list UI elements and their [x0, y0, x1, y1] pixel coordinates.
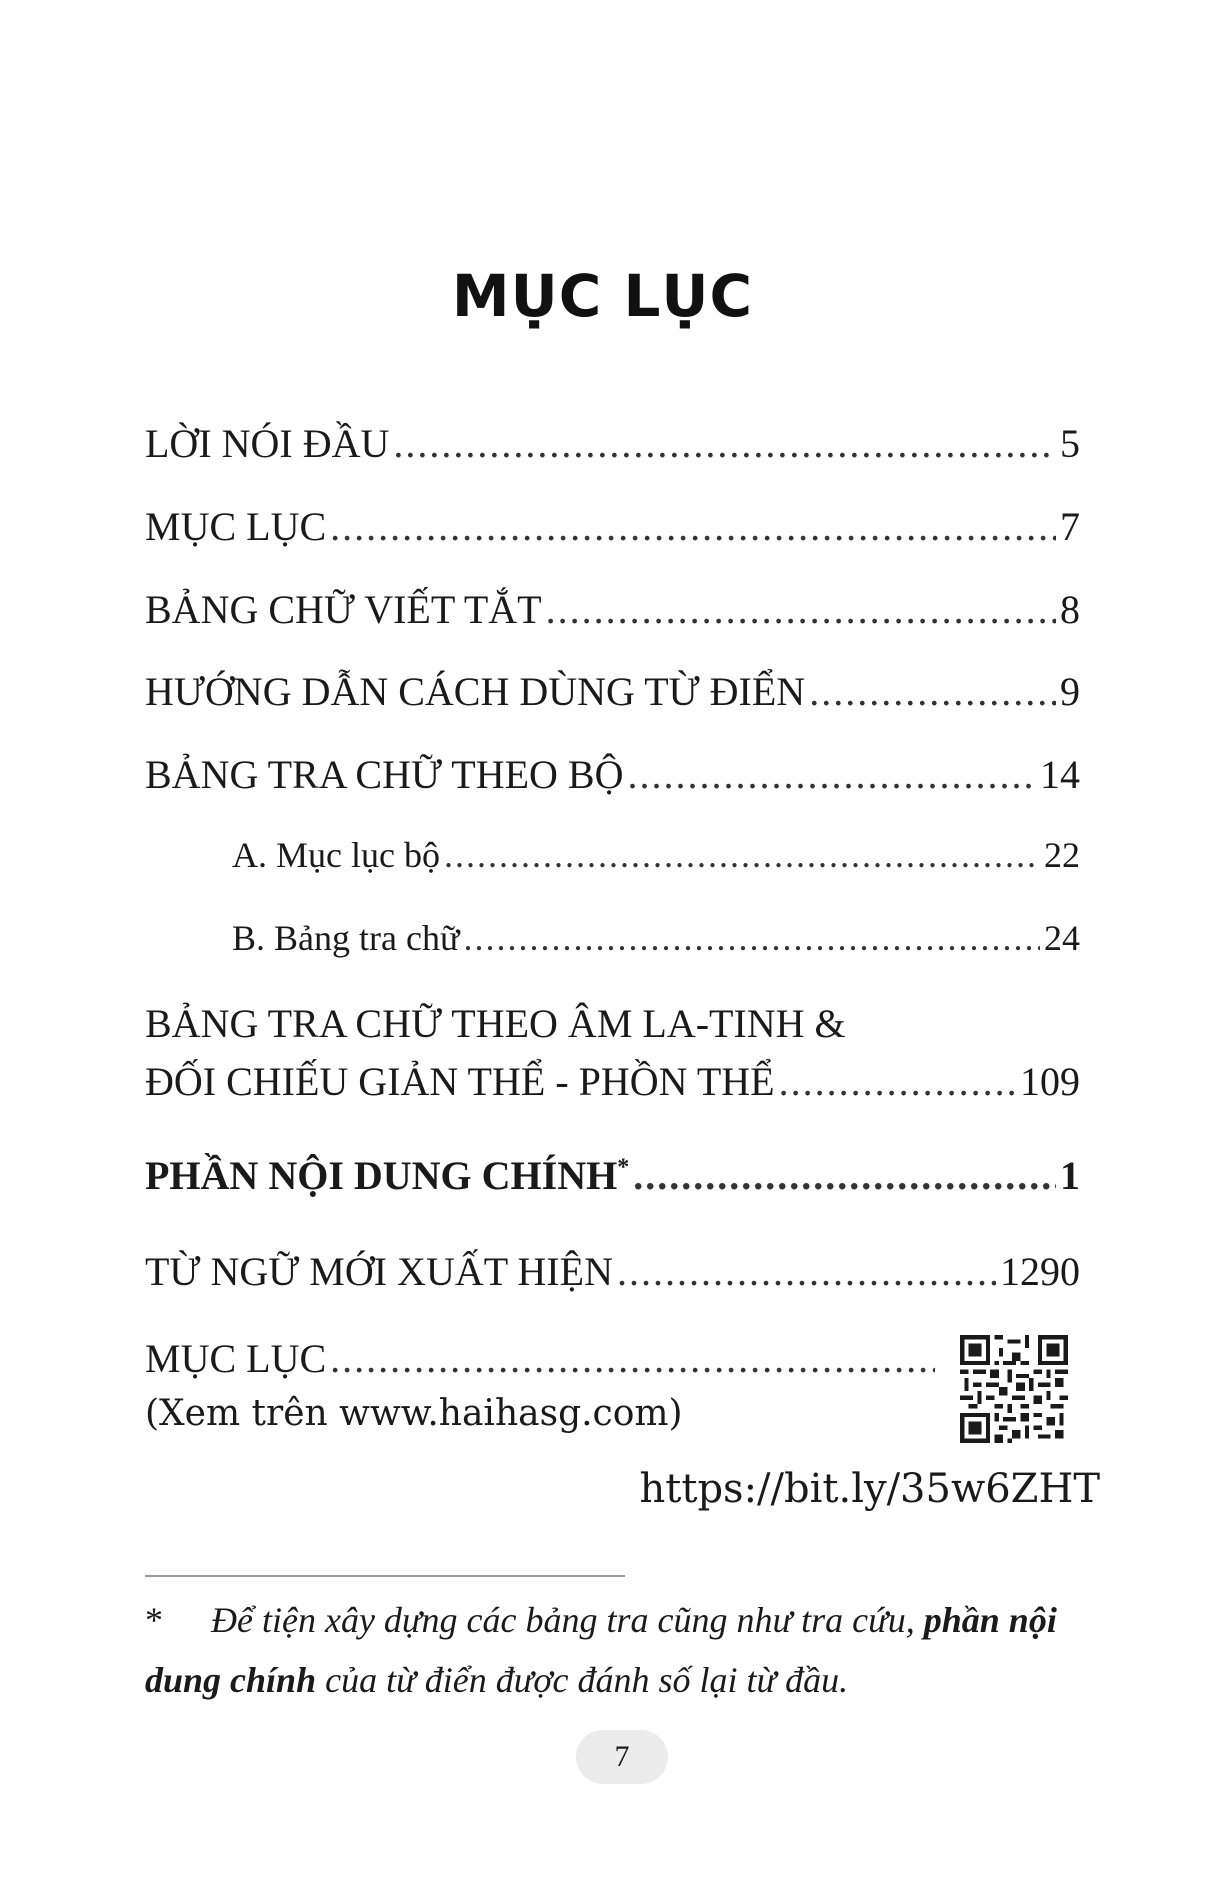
dot-leader: [779, 1058, 1016, 1105]
toc-entry-label: [145, 1152, 629, 1199]
toc-entry-main-content[interactable]: [145, 1152, 1080, 1204]
toc-entry-page: 14: [1040, 752, 1080, 797]
dot-leader: [330, 1335, 935, 1382]
toc-subentry[interactable]: [232, 917, 1080, 969]
qr-code-icon[interactable]: [960, 1335, 1068, 1443]
toc-entry-online[interactable]: [145, 1335, 935, 1387]
toc-entry-label: MỤC LỤC: [145, 1336, 327, 1381]
toc-entry-page: 1: [1060, 1153, 1080, 1198]
toc-entry[interactable]: [145, 751, 1080, 803]
toc-entry-page: 5: [1060, 421, 1080, 466]
dot-leader: [393, 420, 1056, 467]
footnote: [145, 1590, 1105, 1710]
dot-leader: [809, 668, 1056, 715]
toc-entry-page: 7: [1060, 504, 1080, 549]
dot-leader: [617, 1248, 996, 1295]
toc-entry[interactable]: [145, 503, 1080, 555]
toc-entry[interactable]: [145, 1058, 1080, 1110]
toc-entry-label: HƯỚNG DẪN CÁCH DÙNG TỪ ĐIỂN: [145, 669, 806, 714]
toc-entry[interactable]: [145, 1248, 1080, 1300]
toc-subentry[interactable]: [232, 834, 1080, 886]
footnote-text-after: của từ điển được đánh số lại từ đầu.: [325, 1660, 849, 1700]
toc-entry[interactable]: [145, 420, 1080, 472]
toc-entry-label: MỤC LỤC: [145, 504, 327, 549]
toc-entry-label-line1: BẢNG TRA CHỮ THEO ÂM LA-TINH &: [145, 1001, 846, 1046]
dot-leader: [628, 751, 1037, 798]
toc-entry-label: A. Mục lục bộ: [232, 835, 440, 875]
toc-entry-page: 8: [1060, 587, 1080, 632]
footnote-text-before: Để tiện xây dựng các bảng tra cũng như tra cứu,: [211, 1600, 915, 1640]
toc-entry-page: 9: [1060, 669, 1080, 714]
page-number: 7: [576, 1730, 668, 1784]
toc-entry-note: (Xem trên www.haihasg.com): [145, 1393, 683, 1434]
dot-leader: [546, 586, 1056, 633]
toc-entry[interactable]: [145, 668, 1080, 720]
dot-leader: [463, 917, 1040, 959]
dot-leader: [330, 503, 1056, 550]
toc-entry-page: 22: [1044, 835, 1080, 875]
toc-entry-label: BẢNG TRA CHỮ THEO BỘ: [145, 752, 624, 797]
toc-entry-page: 24: [1044, 918, 1080, 958]
footnote-bold-text: phần nội dung chính: [145, 1600, 1057, 1700]
dot-leader: [633, 1152, 1056, 1199]
footnote-divider: [145, 1575, 625, 1577]
toc-entry-page: 109: [1020, 1059, 1080, 1104]
toc-entry-label: B. Bảng tra chữ: [232, 918, 460, 958]
dot-leader: [444, 834, 1040, 876]
toc-entry-page: 1290: [1000, 1249, 1080, 1294]
footnote-marker: *: [145, 1600, 163, 1640]
qr-url[interactable]: https://bit.ly/35w6ZHT: [639, 1466, 1100, 1512]
toc-entry-label: TỪ NGỮ MỚI XUẤT HIỆN: [145, 1249, 613, 1294]
toc-entry-label: ĐỐI CHIẾU GIẢN THỂ - PHỒN THỂ: [145, 1059, 775, 1104]
page-title: MỤC LỤC: [451, 262, 754, 330]
toc-entry-label: BẢNG CHỮ VIẾT TẮT: [145, 587, 542, 632]
toc-entry-label: LỜI NÓI ĐẦU: [145, 421, 390, 466]
toc-entry-label-text: PHẦN NỘI DUNG CHÍNH: [145, 1153, 618, 1198]
toc-entry[interactable]: [145, 586, 1080, 638]
footnote-marker: *: [617, 1154, 630, 1181]
